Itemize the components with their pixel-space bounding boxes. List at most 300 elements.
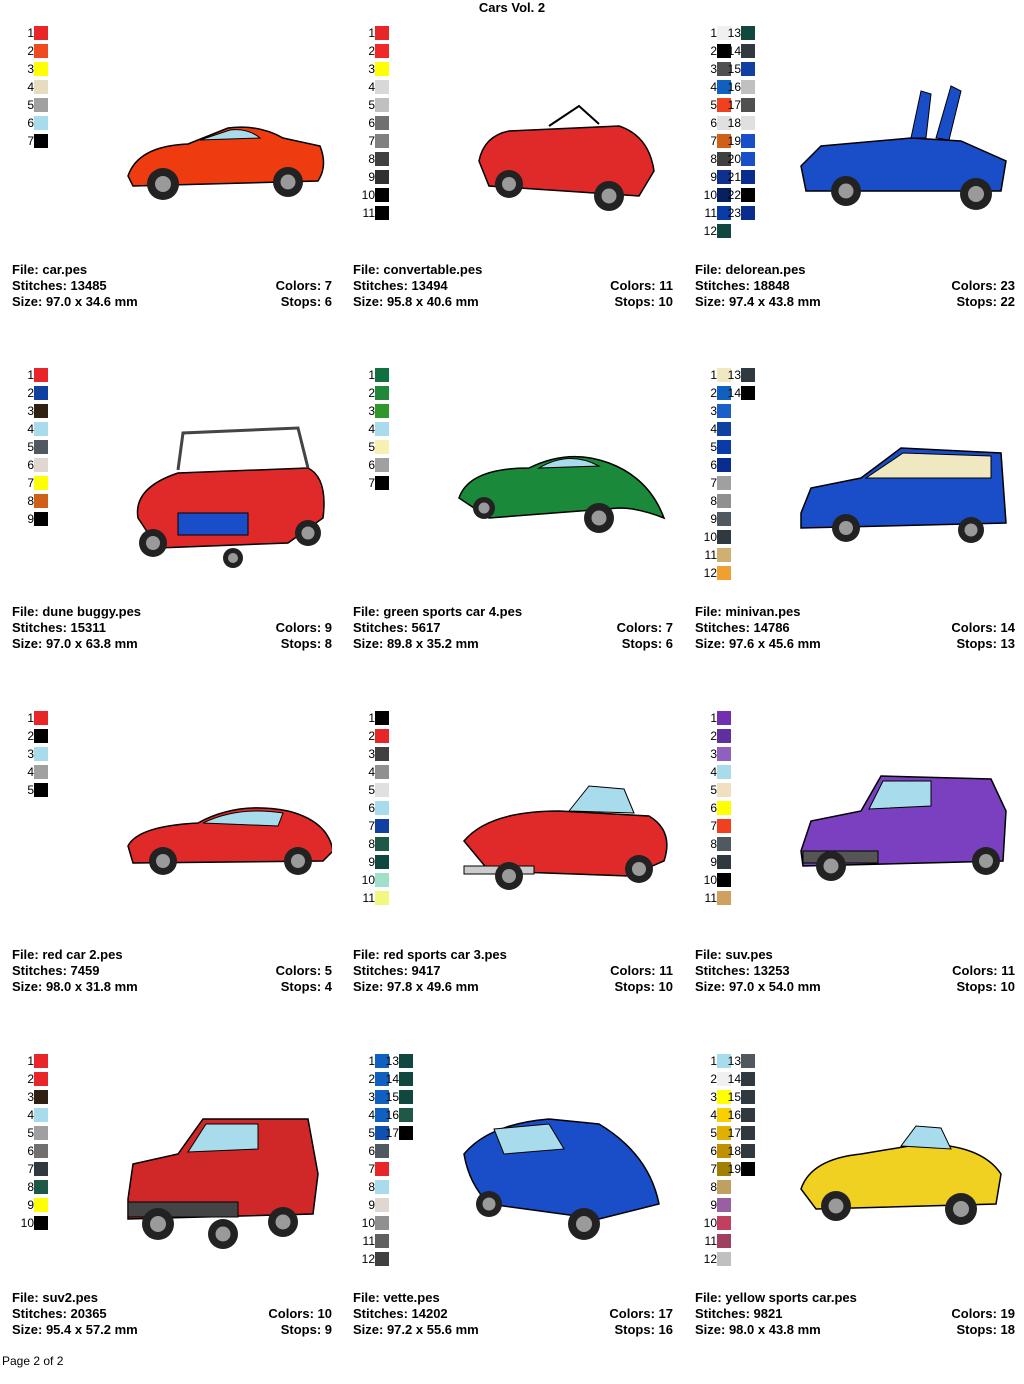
design-size: Size: 97.0 x 54.0 mm <box>695 979 821 994</box>
file-name: File: minivan.pes <box>695 604 801 619</box>
thread-swatch <box>695 819 731 833</box>
thread-swatch <box>719 116 755 130</box>
swatch-chip <box>741 1108 755 1122</box>
swatch-number: 5 <box>710 1126 717 1140</box>
thread-swatch <box>719 44 755 58</box>
size-row <box>353 636 673 652</box>
thread-swatch <box>12 1090 48 1104</box>
swatch-chip <box>375 116 389 130</box>
swatch-chip <box>717 224 731 238</box>
swatch-number: 6 <box>368 116 375 130</box>
swatch-number: 14 <box>385 1072 399 1086</box>
swatch-number: 8 <box>27 1180 34 1194</box>
stitches-row <box>12 620 332 636</box>
swatch-chip <box>375 26 389 40</box>
stitch-count: Stitches: 7459 <box>12 963 100 978</box>
file-name: File: suv.pes <box>695 947 773 962</box>
design-info <box>12 604 332 652</box>
swatch-number: 6 <box>368 801 375 815</box>
design-info <box>353 262 673 310</box>
thread-swatch <box>719 26 755 40</box>
design-card <box>353 711 673 1041</box>
swatch-number: 1 <box>710 1054 717 1068</box>
swatch-number: 2 <box>27 729 34 743</box>
swatch-number: 7 <box>710 819 717 833</box>
file-name: File: convertable.pes <box>353 262 483 277</box>
swatch-chip <box>34 134 48 148</box>
red-roadster-icon <box>449 751 673 921</box>
swatch-number: 6 <box>368 1144 375 1158</box>
swatch-number: 10 <box>703 188 717 202</box>
swatch-chip <box>717 729 731 743</box>
swatch-number: 14 <box>727 1072 741 1086</box>
swatch-number: 21 <box>727 170 741 184</box>
swatch-number: 3 <box>27 62 34 76</box>
thread-swatch <box>353 711 389 725</box>
file-name: File: red sports car 3.pes <box>353 947 507 962</box>
color-count: Colors: 7 <box>616 620 673 635</box>
swatch-chip <box>741 98 755 112</box>
stop-count: Stops: 10 <box>614 294 673 309</box>
design-card <box>695 711 1015 1041</box>
swatch-number: 9 <box>368 855 375 869</box>
swatch-number: 4 <box>368 1108 375 1122</box>
design-card <box>695 1054 1015 1384</box>
stop-count: Stops: 10 <box>956 979 1015 994</box>
thread-swatch <box>12 1216 48 1230</box>
swatch-number: 1 <box>27 26 34 40</box>
size-row <box>12 294 332 310</box>
design-card <box>12 26 332 356</box>
size-row <box>12 636 332 652</box>
thread-swatch <box>377 1054 413 1068</box>
swatch-chip <box>399 1090 413 1104</box>
swatch-number: 6 <box>710 1144 717 1158</box>
swatch-number: 3 <box>710 62 717 76</box>
stitch-count: Stitches: 5617 <box>353 620 441 635</box>
swatch-chip <box>741 1072 755 1086</box>
swatch-number: 4 <box>710 1108 717 1122</box>
swatch-chip <box>375 1198 389 1212</box>
thread-swatch <box>12 1162 48 1176</box>
swatch-chip <box>375 1216 389 1230</box>
thread-swatch <box>719 368 755 382</box>
swatch-chip <box>741 386 755 400</box>
thread-swatch <box>695 711 731 725</box>
red-sports-car-icon <box>108 66 332 236</box>
thread-swatch <box>695 765 731 779</box>
swatch-number: 12 <box>703 1252 717 1266</box>
swatch-number: 16 <box>727 1108 741 1122</box>
thread-swatch <box>353 837 389 851</box>
swatch-chip <box>375 837 389 851</box>
design-info <box>353 604 673 652</box>
swatch-chip <box>34 476 48 490</box>
swatch-number: 4 <box>368 80 375 94</box>
thread-swatch <box>12 747 48 761</box>
swatch-chip <box>375 386 389 400</box>
thread-swatch <box>12 1144 48 1158</box>
stitch-count: Stitches: 9821 <box>695 1306 783 1321</box>
thread-swatch <box>353 170 389 184</box>
swatch-chip <box>375 1144 389 1158</box>
thread-swatch <box>695 1198 731 1212</box>
swatch-number: 3 <box>27 404 34 418</box>
thread-swatch <box>695 476 731 490</box>
design-size: Size: 98.0 x 31.8 mm <box>12 979 138 994</box>
swatch-number: 1 <box>710 368 717 382</box>
swatch-chip <box>741 170 755 184</box>
thread-swatch <box>695 566 731 580</box>
swatch-chip <box>34 98 48 112</box>
design-size: Size: 97.0 x 63.8 mm <box>12 636 138 651</box>
swatch-number: 5 <box>710 440 717 454</box>
thread-swatch <box>719 152 755 166</box>
yellow-roadster-icon <box>791 1094 1015 1264</box>
swatch-chip <box>375 188 389 202</box>
file-name: File: vette.pes <box>353 1290 440 1305</box>
thread-swatch <box>719 170 755 184</box>
stop-count: Stops: 4 <box>280 979 332 994</box>
swatch-number: 20 <box>727 152 741 166</box>
swatch-number: 2 <box>27 1072 34 1086</box>
thread-swatch <box>353 1144 389 1158</box>
swatch-number: 10 <box>361 188 375 202</box>
swatch-number: 7 <box>27 1162 34 1176</box>
thread-swatch <box>695 873 731 887</box>
stop-count: Stops: 9 <box>280 1322 332 1337</box>
file-row <box>12 1290 332 1306</box>
swatch-number: 12 <box>703 224 717 238</box>
design-card <box>12 711 332 1041</box>
swatch-number: 1 <box>27 1054 34 1068</box>
swatch-chip <box>375 404 389 418</box>
design-info <box>12 262 332 310</box>
thread-swatch <box>12 26 48 40</box>
swatch-chip <box>34 1144 48 1158</box>
swatch-chip <box>717 855 731 869</box>
swatch-number: 1 <box>710 26 717 40</box>
swatch-chip <box>741 26 755 40</box>
swatch-number: 9 <box>710 170 717 184</box>
swatch-number: 15 <box>727 62 741 76</box>
thread-swatch <box>353 1162 389 1176</box>
file-row <box>353 1290 673 1306</box>
swatch-number: 18 <box>727 116 741 130</box>
thread-swatch <box>353 134 389 148</box>
swatch-number: 11 <box>362 1234 375 1248</box>
swatch-chip <box>717 1180 731 1194</box>
thread-swatch <box>353 80 389 94</box>
swatch-chip <box>375 98 389 112</box>
swatch-number: 8 <box>368 152 375 166</box>
swatch-number: 2 <box>710 729 717 743</box>
swatch-number: 5 <box>368 98 375 112</box>
stitch-count: Stitches: 20365 <box>12 1306 107 1321</box>
swatch-chip <box>34 368 48 382</box>
swatch-chip <box>399 1126 413 1140</box>
thread-swatch <box>695 837 731 851</box>
thread-swatch <box>12 1072 48 1086</box>
file-row <box>353 262 673 278</box>
swatch-chip <box>741 1162 755 1176</box>
blue-vette-icon <box>449 1094 673 1264</box>
thread-swatch <box>695 1252 731 1266</box>
swatch-number: 1 <box>368 711 375 725</box>
swatch-number: 14 <box>727 386 741 400</box>
swatch-chip <box>741 368 755 382</box>
swatch-number: 9 <box>368 1198 375 1212</box>
swatch-chip <box>34 765 48 779</box>
swatch-number: 7 <box>368 1162 375 1176</box>
swatch-chip <box>741 152 755 166</box>
thread-swatch <box>695 891 731 905</box>
swatch-chip <box>717 1216 731 1230</box>
design-card <box>695 368 1015 698</box>
color-count: Colors: 23 <box>951 278 1015 293</box>
design-info <box>12 947 332 995</box>
file-name: File: suv2.pes <box>12 1290 98 1305</box>
swatch-number: 4 <box>27 422 34 436</box>
thread-swatch <box>695 440 731 454</box>
swatch-number: 2 <box>27 44 34 58</box>
swatch-number: 22 <box>727 188 741 202</box>
swatch-number: 7 <box>368 819 375 833</box>
size-row <box>12 1322 332 1338</box>
swatch-number: 5 <box>368 1126 375 1140</box>
swatch-number: 8 <box>710 1180 717 1194</box>
design-card <box>12 368 332 698</box>
design-info <box>12 1290 332 1338</box>
thread-swatch <box>353 747 389 761</box>
swatch-chip <box>34 116 48 130</box>
file-name: File: yellow sports car.pes <box>695 1290 857 1305</box>
stitches-row <box>353 278 673 294</box>
swatch-chip <box>717 530 731 544</box>
swatch-number: 7 <box>710 134 717 148</box>
swatch-number: 5 <box>710 98 717 112</box>
thread-swatch <box>353 891 389 905</box>
size-row <box>353 979 673 995</box>
file-row <box>695 604 1015 620</box>
swatch-chip <box>717 765 731 779</box>
swatch-number: 1 <box>27 711 34 725</box>
thread-swatch <box>353 855 389 869</box>
design-info <box>353 947 673 995</box>
swatch-chip <box>741 134 755 148</box>
swatch-chip <box>34 783 48 797</box>
swatch-number: 7 <box>368 134 375 148</box>
swatch-number: 3 <box>368 747 375 761</box>
swatch-chip <box>34 44 48 58</box>
color-count: Colors: 19 <box>951 1306 1015 1321</box>
color-count: Colors: 10 <box>268 1306 332 1321</box>
color-count: Colors: 11 <box>610 963 673 978</box>
swatch-number: 10 <box>703 1216 717 1230</box>
swatch-number: 5 <box>710 783 717 797</box>
thread-swatch <box>12 368 48 382</box>
swatch-number: 4 <box>710 422 717 436</box>
stitch-count: Stitches: 15311 <box>12 620 106 635</box>
thread-swatch <box>12 422 48 436</box>
swatch-chip <box>34 1108 48 1122</box>
swatch-number: 11 <box>362 891 375 905</box>
swatch-number: 2 <box>710 44 717 58</box>
thread-swatch <box>695 783 731 797</box>
swatch-chip <box>399 1108 413 1122</box>
thread-swatch <box>695 404 731 418</box>
thread-swatch <box>12 729 48 743</box>
swatch-number: 15 <box>385 1090 399 1104</box>
design-size: Size: 95.4 x 57.2 mm <box>12 1322 138 1337</box>
swatch-number: 1 <box>27 368 34 382</box>
swatch-chip <box>717 440 731 454</box>
thread-swatch <box>695 224 731 238</box>
swatch-chip <box>34 62 48 76</box>
design-info <box>695 947 1015 995</box>
stitch-count: Stitches: 13494 <box>353 278 448 293</box>
stitch-count: Stitches: 14786 <box>695 620 790 635</box>
swatch-chip <box>741 62 755 76</box>
thread-swatch <box>12 1108 48 1122</box>
swatch-chip <box>375 206 389 220</box>
swatch-number: 8 <box>27 494 34 508</box>
swatch-chip <box>717 747 731 761</box>
swatch-number: 5 <box>27 783 34 797</box>
swatch-chip <box>375 729 389 743</box>
swatch-number: 7 <box>710 476 717 490</box>
swatch-number: 7 <box>27 134 34 148</box>
stitches-row <box>353 1306 673 1322</box>
swatch-number: 6 <box>710 801 717 815</box>
thread-swatch <box>12 404 48 418</box>
swatch-chip <box>34 1054 48 1068</box>
swatch-number: 2 <box>368 44 375 58</box>
swatch-chip <box>717 801 731 815</box>
swatch-chip <box>741 44 755 58</box>
thread-swatch <box>695 747 731 761</box>
thread-swatch <box>719 1144 755 1158</box>
swatch-chip <box>375 152 389 166</box>
stitch-count: Stitches: 13253 <box>695 963 790 978</box>
swatch-chip <box>399 1054 413 1068</box>
swatch-chip <box>34 1198 48 1212</box>
swatch-number: 9 <box>368 170 375 184</box>
stitch-count: Stitches: 18848 <box>695 278 790 293</box>
stitches-row <box>12 1306 332 1322</box>
swatch-number: 1 <box>368 368 375 382</box>
file-name: File: red car 2.pes <box>12 947 123 962</box>
thread-swatch <box>353 1198 389 1212</box>
swatch-number: 4 <box>27 765 34 779</box>
design-info <box>353 1290 673 1338</box>
swatch-number: 7 <box>27 476 34 490</box>
file-row <box>695 262 1015 278</box>
swatch-chip <box>717 422 731 436</box>
stitch-count: Stitches: 14202 <box>353 1306 448 1321</box>
swatch-chip <box>375 1234 389 1248</box>
file-row <box>353 604 673 620</box>
thread-swatch <box>353 1180 389 1194</box>
thread-swatch <box>12 98 48 112</box>
purple-suv-icon <box>791 751 1015 921</box>
thread-swatch <box>719 1126 755 1140</box>
page-footer: Page 2 of 2 <box>2 1354 64 1368</box>
swatch-chip <box>34 1180 48 1194</box>
file-name: File: dune buggy.pes <box>12 604 142 619</box>
thread-swatch <box>353 765 389 779</box>
swatch-number: 19 <box>727 1162 741 1176</box>
swatch-number: 12 <box>361 1252 375 1266</box>
swatch-number: 5 <box>368 440 375 454</box>
design-size: Size: 97.2 x 55.6 mm <box>353 1322 479 1337</box>
thread-swatch <box>719 1108 755 1122</box>
swatch-chip <box>34 747 48 761</box>
file-row <box>12 947 332 963</box>
swatch-chip <box>741 1144 755 1158</box>
size-row <box>695 636 1015 652</box>
swatch-number: 1 <box>368 26 375 40</box>
thread-swatch <box>12 1180 48 1194</box>
swatch-number: 10 <box>703 873 717 887</box>
thread-swatch <box>12 494 48 508</box>
thread-swatch <box>353 458 389 472</box>
thread-swatch <box>377 1072 413 1086</box>
swatch-number: 8 <box>368 837 375 851</box>
thread-swatch <box>353 801 389 815</box>
swatch-number: 3 <box>27 747 34 761</box>
design-card <box>353 368 673 698</box>
thread-swatch <box>12 1198 48 1212</box>
swatch-number: 9 <box>710 512 717 526</box>
thread-swatch <box>695 548 731 562</box>
swatch-chip <box>717 494 731 508</box>
swatch-chip <box>717 819 731 833</box>
color-count: Colors: 11 <box>610 278 673 293</box>
swatch-number: 8 <box>710 494 717 508</box>
swatch-chip <box>741 206 755 220</box>
swatch-chip <box>717 711 731 725</box>
swatch-number: 11 <box>362 206 375 220</box>
file-row <box>12 262 332 278</box>
blue-lambo-icon <box>791 66 1015 236</box>
swatch-number: 8 <box>710 837 717 851</box>
thread-swatch <box>12 1054 48 1068</box>
color-count: Colors: 5 <box>275 963 332 978</box>
green-sports-car-icon <box>449 408 673 578</box>
design-size: Size: 89.8 x 35.2 mm <box>353 636 479 651</box>
thread-swatch <box>353 26 389 40</box>
red-convertible-icon <box>449 66 673 236</box>
thread-swatch <box>353 476 389 490</box>
design-card <box>12 1054 332 1384</box>
swatch-chip <box>375 711 389 725</box>
swatch-number: 5 <box>27 1126 34 1140</box>
thread-swatch <box>353 440 389 454</box>
thread-swatch <box>695 458 731 472</box>
swatch-chip <box>717 512 731 526</box>
swatch-chip <box>717 873 731 887</box>
stitches-row <box>695 278 1015 294</box>
stitches-row <box>12 278 332 294</box>
size-row <box>695 979 1015 995</box>
swatch-chip <box>717 458 731 472</box>
swatch-number: 11 <box>704 891 717 905</box>
swatch-chip <box>34 440 48 454</box>
swatch-number: 13 <box>727 368 741 382</box>
thread-swatch <box>719 134 755 148</box>
swatch-chip <box>375 80 389 94</box>
